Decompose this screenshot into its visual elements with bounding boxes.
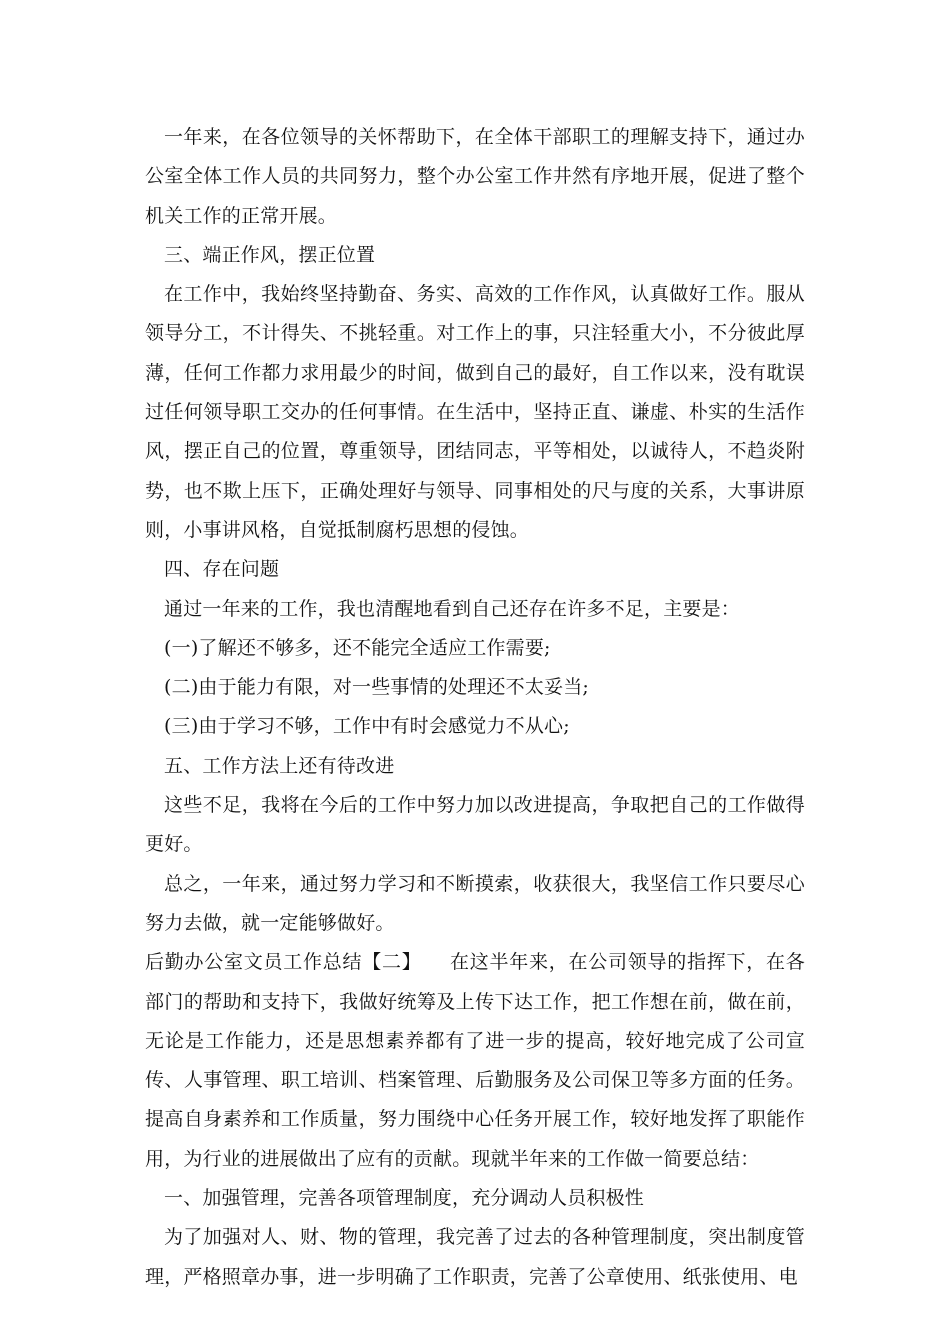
paragraph-intro: 一年来，在各位领导的关怀帮助下，在全体干部职工的理解支持下，通过办公室全体工作人员的共同努力，整个办公室工作井然有序地开展，促进了整个机关工作的正常开展。 <box>145 126 805 227</box>
section-heading-four: 四、存在问题 <box>164 558 280 581</box>
paragraph-management: 为了加强对人、财、物的管理，我完善了过去的各种管理制度，突出制度管理，严格照章办事，进一步明确了工作职责，完善了公章使用、纸张使用、电 <box>145 1226 805 1288</box>
list-item-problem-2: (二)由于能力有限，对一些事情的处理还不太妥当; <box>164 676 590 699</box>
paragraph-problems-intro: 通过一年来的工作，我也清醒地看到自己还存在许多不足，主要是： <box>164 597 741 620</box>
paragraph-improvement: 这些不足，我将在今后的工作中努力加以改进提高，争取把自己的工作做得更好。 <box>145 794 805 856</box>
paragraph-section-two <box>145 943 805 1179</box>
section-heading-management: 一、加强管理，完善各项管理制度，充分调动人员积极性 <box>164 1187 645 1210</box>
section-heading-five: 五、工作方法上还有待改进 <box>164 754 395 777</box>
document-body <box>145 118 805 1297</box>
paragraph-conclusion: 总之，一年来，通过努力学习和不断摸索，收获很大，我坚信工作只要尽心努力去做，就一定能够做好。 <box>145 872 805 934</box>
list-item-problem-3: (三)由于学习不够，工作中有时会感觉力不从心; <box>164 715 570 738</box>
section-heading-three: 三、端正作风，摆正位置 <box>164 243 376 266</box>
list-item-problem-1: (一)了解还不够多，还不能完全适应工作需要; <box>164 636 551 659</box>
section-title: 后勤办公室文员工作总结【二】 <box>145 951 422 974</box>
paragraph-work-style: 在工作中，我始终坚持勤奋、务实、高效的工作作风，认真做好工作。服从领导分工，不计得失、不挑轻重。对工作上的事，只注轻重大小，不分彼此厚薄，任何工作都力求用最少的时间，做到自己的最好，自工作以来，没有耽误过任何领导职工交办的任何事情。在生活中，坚持正直、谦虚、朴实的生活作风，摆正自己的位置，尊重领导，团结同志，平等相处，以诚待人，不趋炎附势，也不欺上压下，正确处理好与领导、同事相处的尺与度的关系，大事讲原则，小事讲风格，自觉抵制腐朽思想的侵蚀。 <box>145 283 805 541</box>
section-intro-text: 在这半年来，在公司领导的指挥下，在各部门的帮助和支持下，我做好统筹及上传下达工作，把工作想在前，做在前，无论是工作能力，还是思想素养都有了进一步的提高，较好地完成了公司宣传、人事管理、职工培训、档案管理、后勤服务及公司保卫等多方面的任务。提高自身素养和工作质量，努力围绕中心任务开展工作，较好地发挥了职能作用，为行业的进展做出了应有的贡献。现就半年来的工作做一简要总结： <box>145 951 805 1170</box>
